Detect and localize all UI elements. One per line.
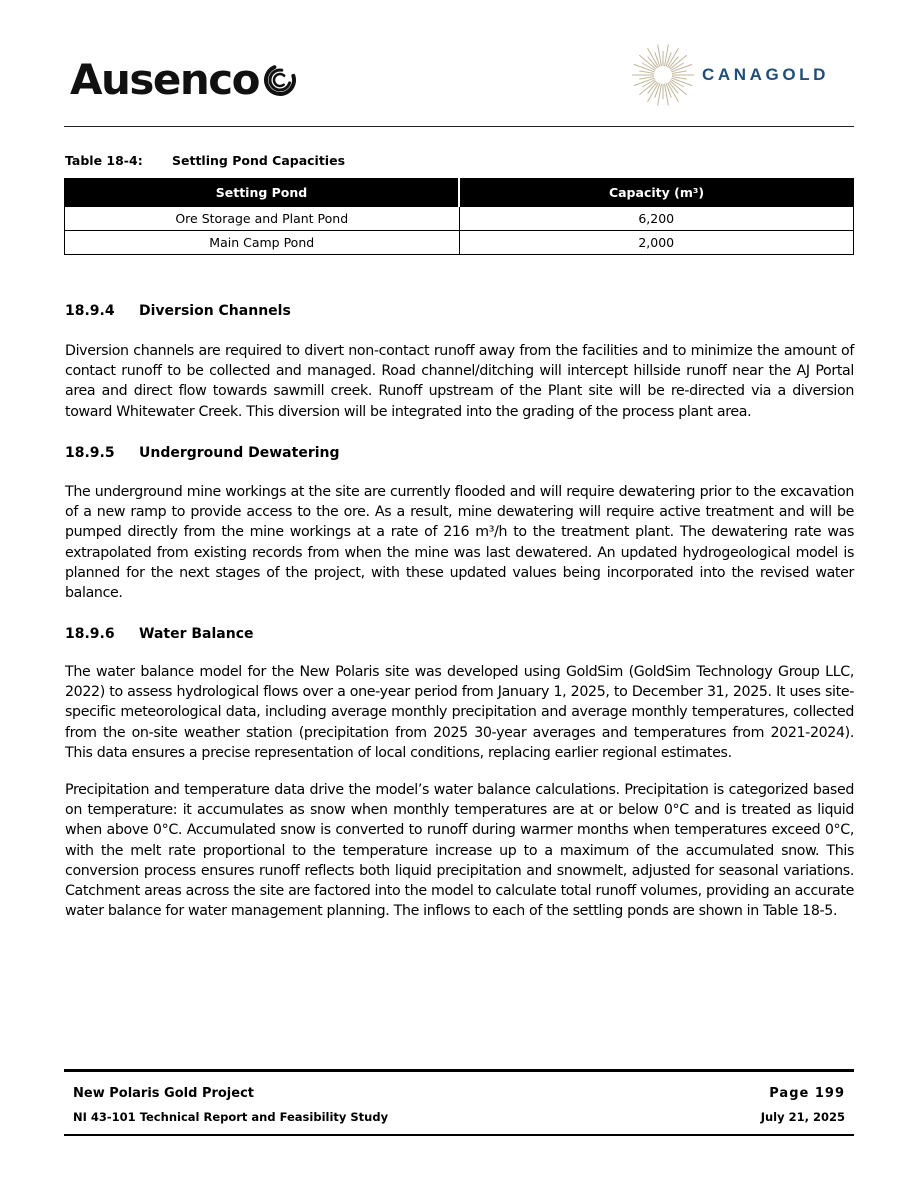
table-caption-title: Settling Pond Capacities (172, 153, 346, 168)
section-number: 18.9.6 (65, 626, 115, 642)
capacity-cell: 2,000 (459, 231, 854, 255)
header-divider (64, 126, 854, 127)
footer-project-name: New Polaris Gold Project (73, 1086, 255, 1101)
section-heading-water-balance (65, 626, 253, 642)
table-header-row (65, 179, 854, 207)
paragraph-water-balance-calculations: Precipitation and temperature data drive the model’s water balance calculations. Precipitation is categorized based on temperature: it accumulates as snow when monthly temperatures are at or below 0°C and is treated as liquid when above 0°C. Accumulated snow is converted to runoff during warmer months when temperatures exceed 0°C, with the melt rate proportional to the temperature increase up to a maximum of the accumulated snow. This conversion process ensures runoff reflects both liquid precipitation and snowmelt, adjusted for seasonal variations. Catchment areas across the site are factored into the model to calculate total runoff volumes, providing an accurate water balance for water management planning. The inflows to each of the settling ponds are shown in Table 18-5. (65, 782, 854, 920)
footer-divider-bottom (64, 1134, 854, 1136)
footer-page-number: Page 199 (769, 1086, 845, 1101)
section-number: 18.9.4 (65, 303, 115, 319)
ausenco-logo (70, 56, 302, 104)
section-title: Water Balance (139, 626, 254, 642)
capacity-cell: 6,200 (459, 207, 854, 231)
pond-name-cell: Ore Storage and Plant Pond (65, 207, 460, 231)
section-heading-diversion-channels (65, 303, 291, 319)
table-caption-number: Table 18-4: (65, 153, 143, 168)
canagold-logo-text: CANAGOLD (702, 65, 830, 84)
pond-name-cell: Main Camp Pond (65, 231, 460, 255)
section-heading-underground-dewatering (65, 445, 340, 461)
ausenco-swirl-icon (260, 60, 302, 100)
column-header-pond: Setting Pond (65, 179, 460, 207)
canagold-logo (630, 40, 829, 110)
table-row (65, 207, 854, 231)
footer-divider-top (64, 1069, 854, 1072)
section-title: Diversion Channels (139, 303, 291, 319)
table-caption (65, 153, 345, 168)
footer-date: July 21, 2025 (760, 1110, 845, 1124)
ausenco-logo-text: Ausenco (70, 55, 260, 104)
paragraph-diversion-channels: Diversion channels are required to divert non-contact runoff away from the facilities and to minimize the amount of contact runoff to be collected and managed. Road channel/ditching will intercept hillside runoff near the AJ Portal area and direct flow towards sawmill creek. Runoff upstream of the Plant site will be re-directed via a diversion toward Whitewater Creek. This diversion will be integrated into the grading of the process plant area. (65, 343, 854, 420)
column-header-capacity: Capacity (m³) (459, 179, 854, 207)
settling-pond-table (64, 178, 854, 255)
section-title: Underground Dewatering (139, 445, 340, 461)
paragraph-underground-dewatering: The underground mine workings at the site are currently flooded and will require dewatering prior to the excavation of a new ramp to provide access to the ore. As a result, mine dewatering will require active treatment and will be pumped directly from the mine workings at a rate of 216 m³/h to the treatment plant. The dewatering rate was extrapolated from existing records from when the mine was last dewatered. An updated hydrogeological model is planned for the next stages of the project, with these updated values being incorporated into the revised water balance. (65, 484, 854, 602)
paragraph-water-balance-model: The water balance model for the New Polaris site was developed using GoldSim (GoldSim Technology Group LLC, 2022) to assess hydrological flows over a one-year period from January 1, 2025, to December 31, 2025. It uses site-specific meteorological data, including average monthly precipitation and average monthly temperatures, collected from the on-site weather station (precipitation from 2025 30-year averages and temperatures from 2021-2024). This data ensures a precise representation of local conditions, replacing earlier regional estimates. (65, 664, 854, 761)
section-number: 18.9.5 (65, 445, 115, 461)
table-row (65, 231, 854, 255)
ausenco-swirl-arc (274, 74, 284, 86)
footer-report-title: NI 43-101 Technical Report and Feasibility Study (73, 1110, 389, 1124)
sunburst-icon (630, 40, 696, 110)
